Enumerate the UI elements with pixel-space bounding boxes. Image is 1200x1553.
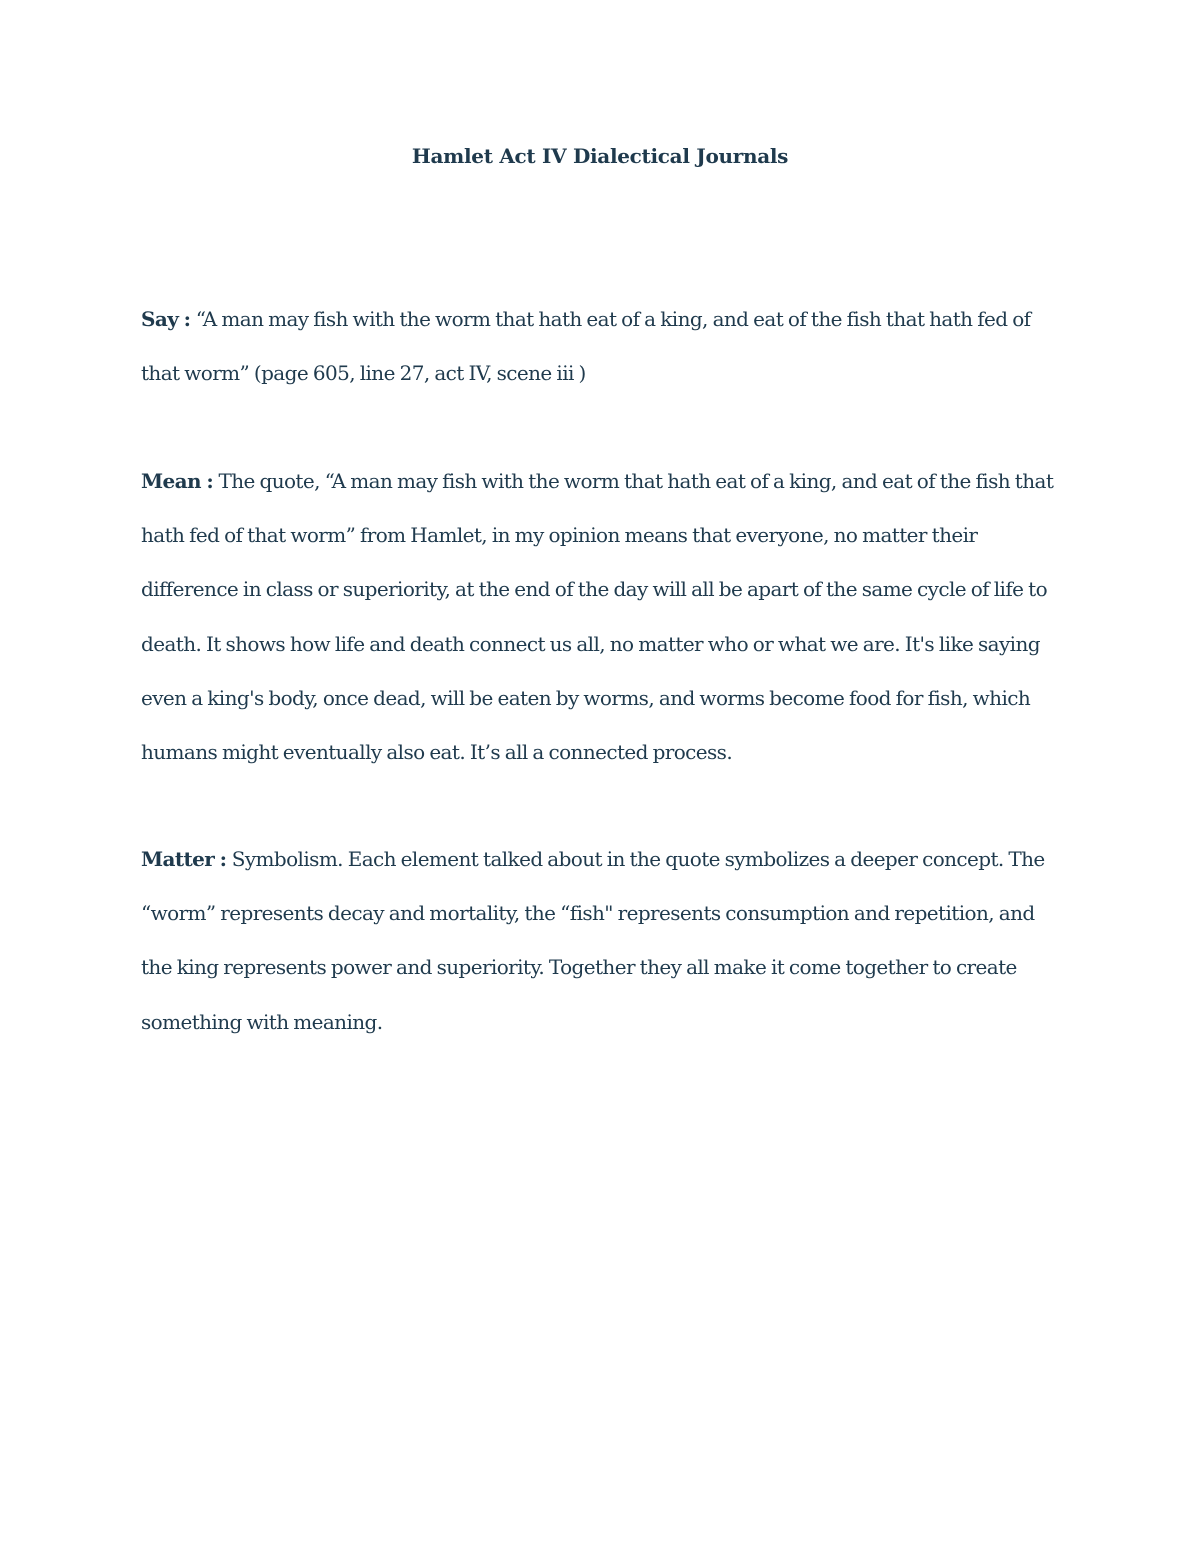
matter-text: Symbolism. Each element talked about in the quote symbolizes a deeper concept. The “worm” represents decay and mortality, the “fish" represents consumption and repetition, and the king represents power and superiority. Together they all make it come together to create something with meaning. xyxy=(141,847,1045,1034)
matter-section xyxy=(141,832,1061,1049)
say-label: Say : xyxy=(141,307,196,331)
say-section xyxy=(141,292,1061,400)
mean-label: Mean : xyxy=(141,469,219,493)
mean-section xyxy=(141,454,1061,779)
document-title: Hamlet Act IV Dialectical Journals xyxy=(411,144,789,168)
say-text: “A man may fish with the worm that hath eat of a king, and eat of the fish that hath fed of that worm” (page 605, line 27, act IV, scene iii ) xyxy=(141,307,1031,386)
matter-label: Matter : xyxy=(141,847,232,871)
mean-text: The quote, “A man may fish with the worm that hath eat of a king, and eat of the fish that hath fed of that worm” from Hamlet, in my opinion means that everyone, no matter their difference in class or superiority, at the end of the day will all be apart of the same cycle of life to death. It shows how life and death connect us all, no matter who or what we are. It's like saying even a king's body, once dead, will be eaten by worms, and worms become food for fish, which humans might eventually also eat. It’s all a connected process. xyxy=(141,469,1054,765)
